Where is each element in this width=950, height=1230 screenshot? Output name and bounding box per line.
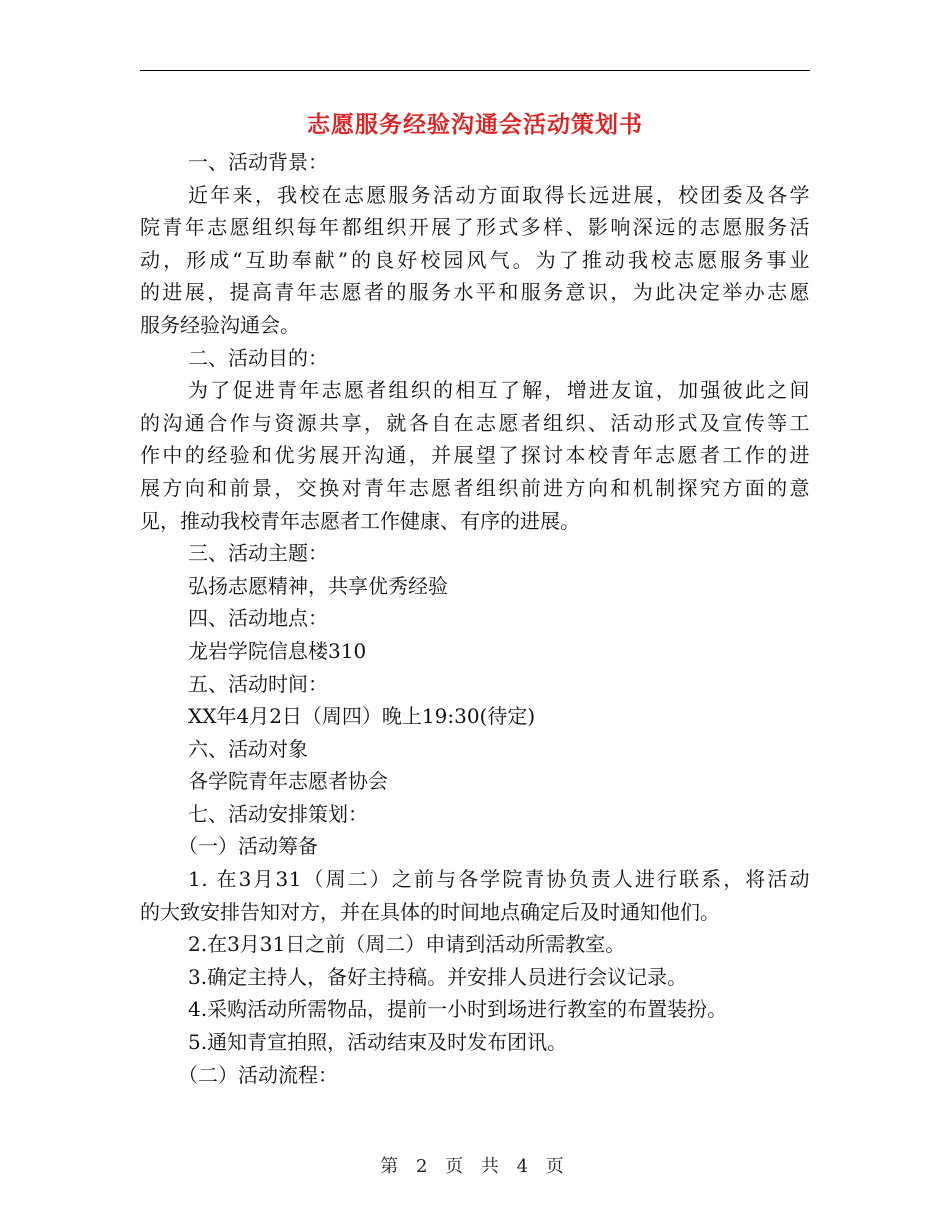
subsection-heading-process: （二）活动流程： [178,1062,338,1087]
paragraph-line: 为了促进青年志愿者组织的相互了解，增进友谊，加强彼此之间 [188,378,810,403]
section-heading-time: 五、活动时间： [188,671,328,696]
paragraph-line: 的沟通合作与资源共享，就各自在志愿者组织、活动形式及宣传等工 [140,410,810,435]
list-item: 4.采购活动所需物品，提前一小时到场进行教室的布置装扮。 [188,997,728,1022]
list-item-line: 1. 在3月31（周二）之前与各学院青协负责人进行联系，将活动 [188,867,810,892]
audience-text: 各学院青年志愿者协会 [188,769,388,794]
paragraph-line: 作中的经验和优劣展开沟通，并展望了探讨本校青年志愿者工作的进 [140,443,810,468]
header-rule [140,70,810,71]
subsection-heading-preparation: （一）活动筹备 [178,834,318,859]
paragraph-line: 见，推动我校青年志愿者工作健康、有序的进展。 [140,508,580,533]
paragraph-line: 近年来，我校在志愿服务活动方面取得长远进展，校团委及各学 [188,182,810,207]
document-title: 志愿服务经验沟通会活动策划书 [307,111,643,138]
location-text: 龙岩学院信息楼310 [188,638,367,663]
section-heading-purpose: 二、活动目的： [188,345,328,370]
paragraph-line: 展方向和前景，交换对青年志愿者组织前进方向和机制探究方面的意 [140,475,810,500]
time-text: XX年4月2日（周四）晚上19:30(待定) [188,704,536,729]
list-item-line: 的大致安排告知对方，并在具体的时间地点确定后及时通知他们。 [140,899,720,924]
theme-text: 弘扬志愿精神，共享优秀经验 [188,573,448,598]
list-item: 2.在3月31日之前（周二）申请到活动所需教室。 [188,932,626,957]
list-item: 5.通知青宣拍照，活动结束及时发布团讯。 [188,1030,568,1055]
section-heading-arrangement: 七、活动安排策划： [188,801,368,826]
paragraph-line: 院青年志愿组织每年都组织开展了形式多样、影响深远的志愿服务活 [140,215,810,240]
paragraph-line: 服务经验沟通会。 [140,312,300,337]
list-item: 3.确定主持人，备好主持稿。并安排人员进行会议记录。 [188,964,688,989]
section-heading-location: 四、活动地点： [188,606,328,631]
paragraph-line: 动，形成“互助奉献”的良好校园风气。为了推动我校志愿服务事业 [140,247,810,272]
paragraph-line: 的进展，提高青年志愿者的服务水平和服务意识，为此决定举办志愿 [140,280,810,305]
section-heading-background: 一、活动背景： [188,150,328,174]
page-number: 第 2 页 共 4 页 [380,1156,570,1177]
section-heading-theme: 三、活动主题： [188,541,328,566]
section-heading-audience: 六、活动对象 [188,736,308,761]
document-body [140,146,810,1091]
